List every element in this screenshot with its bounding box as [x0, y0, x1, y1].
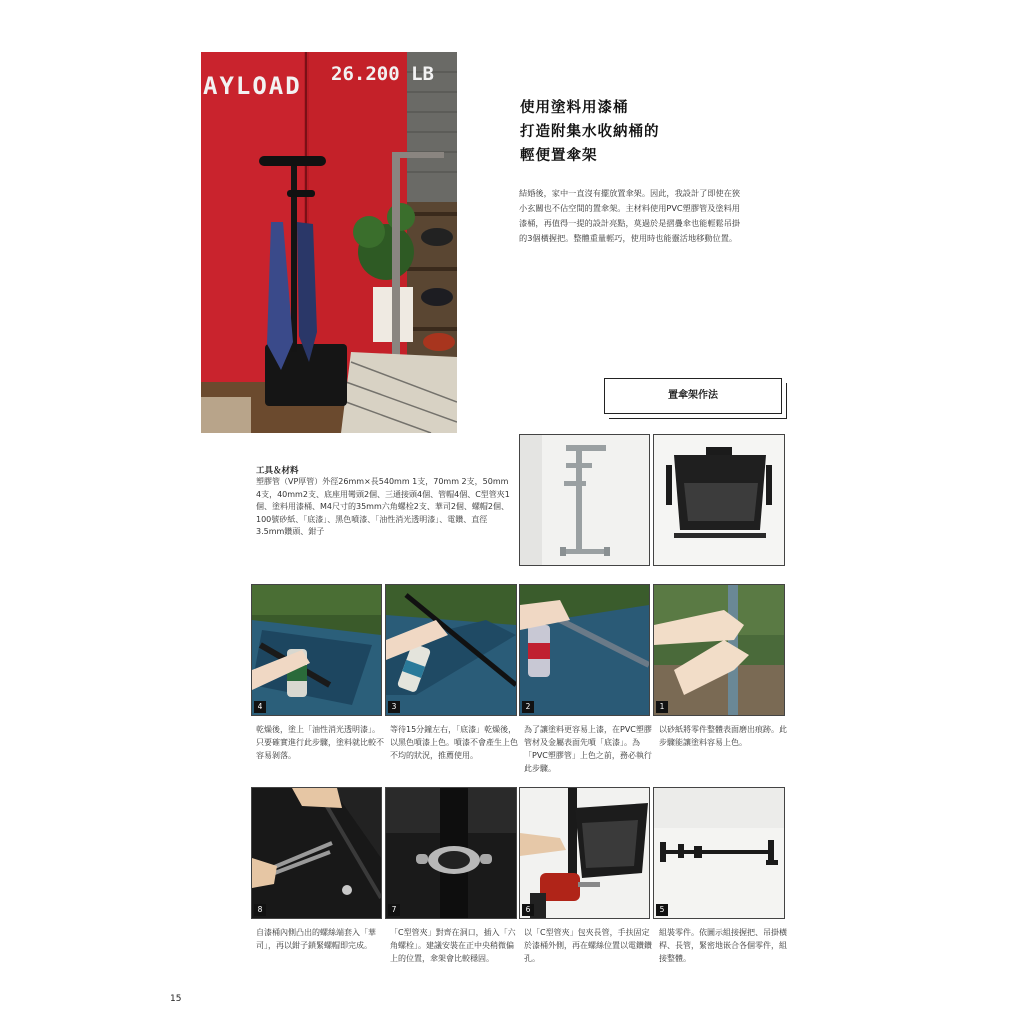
page-number: 15	[170, 994, 182, 1004]
step-caption-5: 組裝零件。依圖示組接握把、吊掛橫桿、長管，緊密地嵌合各個零件，組接整體。	[659, 928, 787, 963]
step-photo-8	[251, 787, 382, 919]
tools-list: 塑膠管（VP厚管）外徑26mm×長540mm 1支，70mm 2支，50mm 4支，40mm2支、底座用彎頭2個、三通接頭4個、管帽4個、C型管夾1個、塗料用漆桶、M4尺寸的35mm六角螺栓2支、華司2個、螺帽2個、100號砂紙、「底漆」、黑色噴漆、「油性消光透明漆」、電鑽、直徑3.5mm鑽頭、鉗子	[256, 477, 510, 536]
step-number-badge: 3	[388, 701, 400, 713]
step-photo-3	[385, 584, 517, 716]
step-number-badge: 7	[388, 904, 400, 916]
step-photo-5	[653, 787, 785, 919]
hero-photo	[201, 52, 457, 433]
step-number-badge: 8	[254, 904, 266, 916]
step-number-badge: 5	[656, 904, 668, 916]
howto-heading-box	[604, 378, 782, 414]
title-line-1: 使用塗料用漆桶	[520, 100, 629, 116]
intro-paragraph: 結婚後，家中一直沒有擺放置傘架。因此，我設計了即使在狹小玄關也不佔空間的置傘架。主材料使用PVC塑膠管及塗料用漆桶，再值得一提的設計亮點，莫過於是摺疊傘也能輕鬆吊掛的3個橫握把。整體重量輕巧，使用時也能靈活地移動位置。	[519, 188, 741, 243]
step-photo-2	[519, 584, 650, 716]
step-number-badge: 6	[522, 904, 534, 916]
step-photo-6	[519, 787, 650, 919]
photo-paint-bucket	[653, 434, 785, 566]
step-caption-2: 為了讓塗料更容易上漆，在PVC塑膠管材及金屬表面先噴「底漆」。為「PVC塑膠管」上色之前，務必執行此步驟。	[524, 725, 652, 773]
article-title	[520, 96, 740, 168]
title-line-3: 輕便置傘架	[520, 148, 598, 164]
howto-heading: 置傘架作法	[668, 390, 718, 401]
photo-assembled-frame	[519, 434, 650, 566]
step-number-badge: 2	[522, 701, 534, 713]
step-caption-3: 等待15分鐘左右，「底漆」乾燥後，以黑色噴漆上色。噴漆不會產生上色不均的狀況，推薦使用。	[390, 725, 518, 760]
sign-text-left: AYLOAD	[203, 72, 302, 100]
step-caption-6: 以「C型管夾」包夾長管，手扶固定於漆桶外側，再在螺絲位置以電鑽鑽孔。	[524, 928, 652, 963]
tools-heading: 工具＆材料	[256, 466, 299, 476]
step-caption-8: 自漆桶內側凸出的螺絲端套入「華司」，再以鉗子鎖緊螺帽即完成。	[256, 928, 376, 950]
step-photo-1	[653, 584, 785, 716]
title-line-2: 打造附集水收納桶的	[520, 124, 660, 140]
step-photo-4	[251, 584, 382, 716]
step-caption-7: 「C型管夾」對齊在洞口，插入「六角螺栓」。建議安裝在正中央稍微偏上的位置，傘架會比較穩固。	[390, 928, 516, 963]
step-photo-7	[385, 787, 517, 919]
step-number-badge: 4	[254, 701, 266, 713]
sign-text-right: 26.200 LB	[331, 63, 434, 85]
step-caption-4: 乾燥後，塗上「油性消光透明漆」。只要確實進行此步驟，塗料就比較不容易剝落。	[256, 725, 384, 760]
step-caption-1: 以砂紙將零件整體表面磨出痕跡。此步驟能讓塗料容易上色。	[659, 725, 787, 747]
step-number-badge: 1	[656, 701, 668, 713]
